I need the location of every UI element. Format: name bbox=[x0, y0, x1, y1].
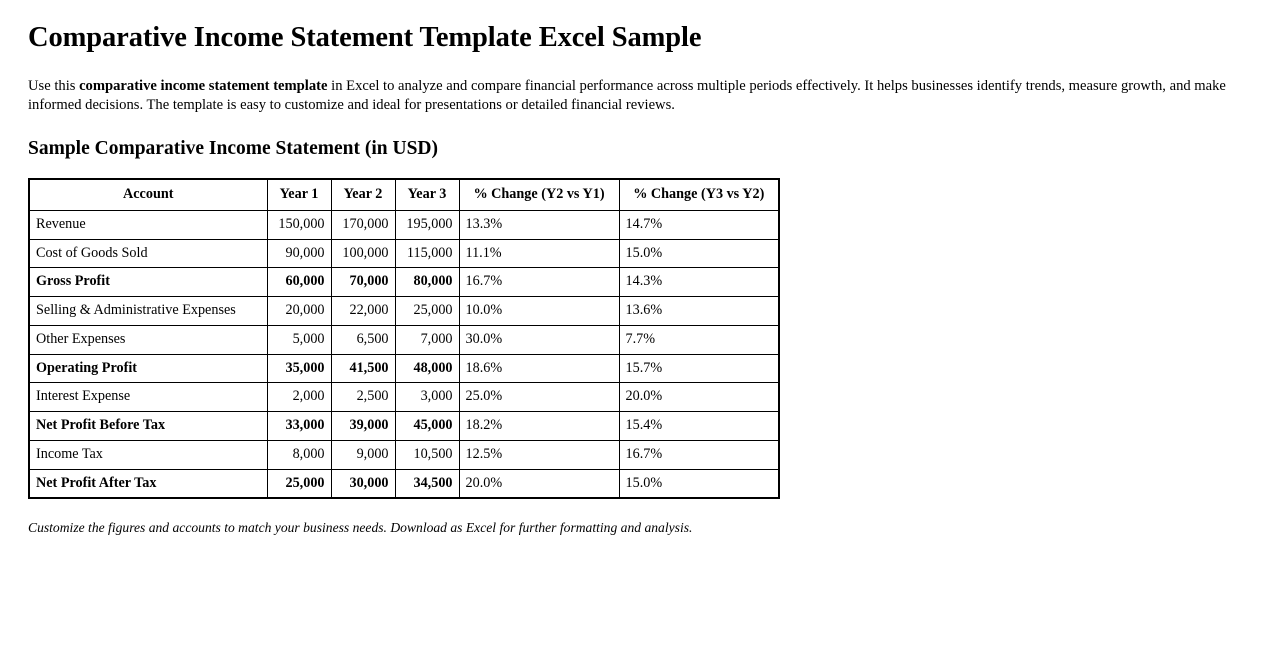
table-row bbox=[29, 383, 779, 412]
cell-year-1: 90,000 bbox=[267, 239, 331, 268]
cell-change-y3-y2: 15.4% bbox=[619, 412, 779, 441]
cell-account: Cost of Goods Sold bbox=[29, 239, 267, 268]
intro-text-before: Use this bbox=[28, 77, 80, 94]
cell-year-3: 45,000 bbox=[395, 412, 459, 441]
intro-paragraph bbox=[28, 77, 1228, 115]
cell-change-y3-y2: 15.0% bbox=[619, 469, 779, 498]
table-row bbox=[29, 268, 779, 297]
cell-account: Income Tax bbox=[29, 440, 267, 469]
cell-change-y2-y1: 30.0% bbox=[459, 325, 619, 354]
table-header-row bbox=[29, 179, 779, 210]
table-header bbox=[29, 179, 779, 210]
cell-account: Operating Profit bbox=[29, 354, 267, 383]
cell-year-2: 100,000 bbox=[331, 239, 395, 268]
table-row bbox=[29, 440, 779, 469]
cell-account: Net Profit Before Tax bbox=[29, 412, 267, 441]
cell-year-2: 30,000 bbox=[331, 469, 395, 498]
cell-change-y3-y2: 14.3% bbox=[619, 268, 779, 297]
cell-year-1: 8,000 bbox=[267, 440, 331, 469]
table-row bbox=[29, 325, 779, 354]
column-header-year-3: Year 3 bbox=[395, 179, 459, 210]
column-header-account: Account bbox=[29, 179, 267, 210]
cell-change-y2-y1: 18.2% bbox=[459, 412, 619, 441]
cell-year-3: 3,000 bbox=[395, 383, 459, 412]
table-row bbox=[29, 354, 779, 383]
cell-year-2: 170,000 bbox=[331, 210, 395, 239]
cell-year-3: 115,000 bbox=[395, 239, 459, 268]
column-header-change-y2-y1: % Change (Y2 vs Y1) bbox=[459, 179, 619, 210]
cell-change-y2-y1: 25.0% bbox=[459, 383, 619, 412]
table-row bbox=[29, 297, 779, 326]
cell-year-1: 25,000 bbox=[267, 469, 331, 498]
cell-year-2: 41,500 bbox=[331, 354, 395, 383]
cell-account: Net Profit After Tax bbox=[29, 469, 267, 498]
cell-year-1: 2,000 bbox=[267, 383, 331, 412]
cell-year-3: 25,000 bbox=[395, 297, 459, 326]
cell-change-y2-y1: 13.3% bbox=[459, 210, 619, 239]
footnote-text: Customize the figures and accounts to match your business needs. Download as Excel for further formatting and analysis. bbox=[28, 520, 693, 536]
table-row bbox=[29, 239, 779, 268]
intro-bold-phrase: comparative income statement template bbox=[79, 77, 328, 94]
cell-change-y3-y2: 7.7% bbox=[619, 325, 779, 354]
cell-change-y3-y2: 16.7% bbox=[619, 440, 779, 469]
cell-year-2: 39,000 bbox=[331, 412, 395, 441]
cell-year-2: 70,000 bbox=[331, 268, 395, 297]
cell-change-y2-y1: 18.6% bbox=[459, 354, 619, 383]
cell-year-3: 80,000 bbox=[395, 268, 459, 297]
cell-account: Interest Expense bbox=[29, 383, 267, 412]
cell-year-2: 9,000 bbox=[331, 440, 395, 469]
column-header-change-y3-y2: % Change (Y3 vs Y2) bbox=[619, 179, 779, 210]
cell-change-y2-y1: 16.7% bbox=[459, 268, 619, 297]
column-header-year-2: Year 2 bbox=[331, 179, 395, 210]
cell-account: Other Expenses bbox=[29, 325, 267, 354]
cell-change-y2-y1: 20.0% bbox=[459, 469, 619, 498]
cell-year-1: 150,000 bbox=[267, 210, 331, 239]
cell-change-y3-y2: 14.7% bbox=[619, 210, 779, 239]
column-header-year-1: Year 1 bbox=[267, 179, 331, 210]
comparative-income-statement-table bbox=[28, 178, 780, 499]
cell-year-3: 48,000 bbox=[395, 354, 459, 383]
cell-year-3: 7,000 bbox=[395, 325, 459, 354]
cell-year-3: 34,500 bbox=[395, 469, 459, 498]
cell-change-y3-y2: 15.0% bbox=[619, 239, 779, 268]
table-row bbox=[29, 412, 779, 441]
cell-account: Gross Profit bbox=[29, 268, 267, 297]
cell-year-1: 5,000 bbox=[267, 325, 331, 354]
table-body bbox=[29, 210, 779, 498]
intro-text-after: in Excel to analyze and compare financial performance across multiple periods effectively. It helps businesses identify trends, measure growth, and make informed decisions. The template is easy to customize and ideal for presentations or detailed financial reviews. bbox=[28, 77, 1226, 113]
cell-year-1: 20,000 bbox=[267, 297, 331, 326]
cell-change-y3-y2: 15.7% bbox=[619, 354, 779, 383]
cell-change-y3-y2: 13.6% bbox=[619, 297, 779, 326]
cell-year-1: 60,000 bbox=[267, 268, 331, 297]
cell-change-y2-y1: 12.5% bbox=[459, 440, 619, 469]
cell-year-2: 22,000 bbox=[331, 297, 395, 326]
page-title: Comparative Income Statement Template Excel Sample bbox=[28, 22, 702, 53]
section-heading: Sample Comparative Income Statement (in USD) bbox=[28, 137, 438, 159]
cell-account: Selling & Administrative Expenses bbox=[29, 297, 267, 326]
cell-year-3: 195,000 bbox=[395, 210, 459, 239]
table-row bbox=[29, 210, 779, 239]
cell-change-y2-y1: 11.1% bbox=[459, 239, 619, 268]
cell-change-y2-y1: 10.0% bbox=[459, 297, 619, 326]
cell-year-3: 10,500 bbox=[395, 440, 459, 469]
cell-year-1: 33,000 bbox=[267, 412, 331, 441]
cell-year-2: 2,500 bbox=[331, 383, 395, 412]
cell-account: Revenue bbox=[29, 210, 267, 239]
cell-year-1: 35,000 bbox=[267, 354, 331, 383]
cell-change-y3-y2: 20.0% bbox=[619, 383, 779, 412]
cell-year-2: 6,500 bbox=[331, 325, 395, 354]
table-row bbox=[29, 469, 779, 498]
